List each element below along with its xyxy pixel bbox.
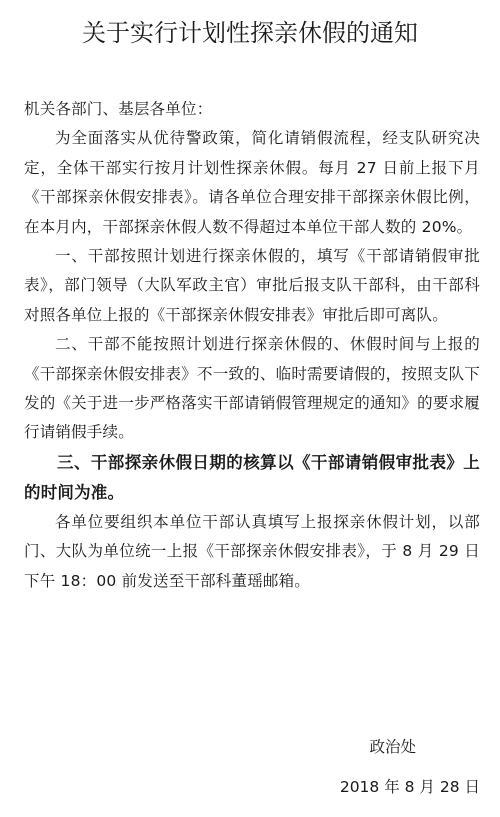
document-title: 关于实行计划性探亲休假的通知 xyxy=(82,19,418,47)
salutation: 机关各部门、基层各单位： xyxy=(24,100,213,118)
paragraph-item-2: 二、干部不能按照计划进行探亲休假的、休假时间与上报的《干部探亲休假安排表》不一致的、临时需要请假的，按照支队下发的《关于进一步严格落实干部请销假管理规定的通知》的要求履行请销假手续。 xyxy=(24,335,480,442)
paragraph-intro: 为全面落实从优待警政策，简化请销假流程，经支队研究决定，全体干部实行按月计划性探亲休假。每月 27 日前上报下月《干部探亲休假安排表》。请各单位合理安排干部探亲休假比例，在本月内，干部探亲休假人数不得超过本单位干部人数的 20%。 xyxy=(24,129,480,236)
paragraph-item-1: 一、干部按照计划进行探亲休假的，填写《干部请销假审批表》，部门领导（大队军政主官）审批后报支队干部科，由干部科对照各单位上报的《干部探亲休假安排表》审批后即可离队。 xyxy=(24,247,480,324)
paragraph-item-3: 三、干部探亲休假日期的核算以《干部请销假审批表》上的时间为准。 xyxy=(24,452,480,502)
document-body xyxy=(24,95,480,596)
issuer-signature: 政治处 xyxy=(369,738,416,756)
paragraph-closing: 各单位要组织本单位干部认真填写上报探亲休假计划，以部门、大队为单位统一上报《干部探亲休假安排表》，于 8 月 29 日下午 18：00 前发送至干部科董瑶邮箱。 xyxy=(24,512,480,590)
issue-date: 2018 年 8 月 28 日 xyxy=(339,778,480,796)
